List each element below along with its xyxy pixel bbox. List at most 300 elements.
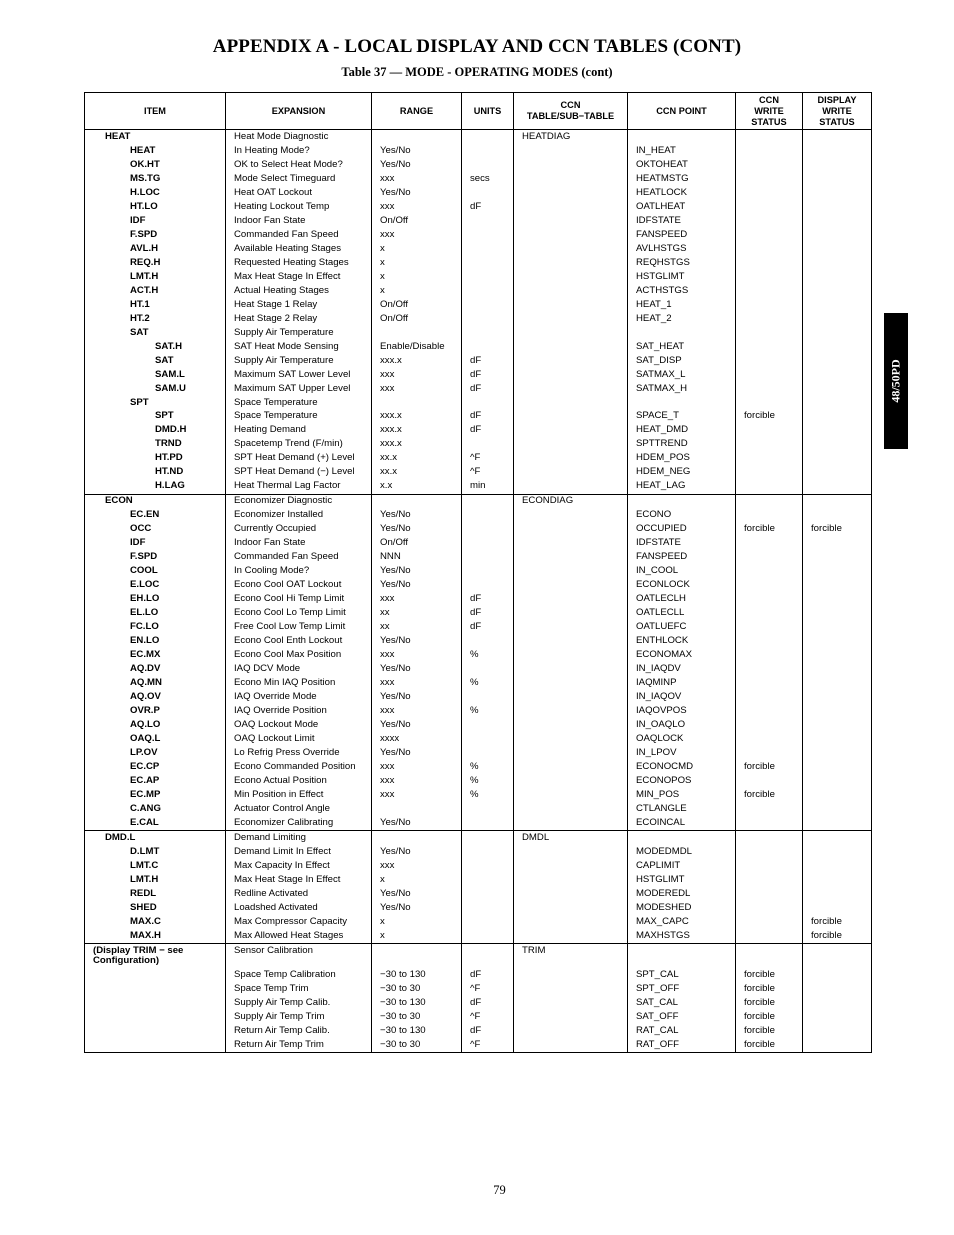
expansion-cell: Space Temp Calibration xyxy=(226,969,372,983)
ccn-table-cell xyxy=(514,326,628,340)
units-cell xyxy=(462,509,514,523)
expansion-cell: SPT Heat Demand (+) Level xyxy=(226,452,372,466)
item-cell: LMT.H xyxy=(85,873,226,887)
ccn-write-cell xyxy=(736,186,803,200)
units-cell xyxy=(462,565,514,579)
item-cell: SPT xyxy=(85,410,226,424)
ccn-write-cell xyxy=(736,340,803,354)
range-cell: −30 to 130 xyxy=(372,969,462,983)
expansion-cell: Return Air Temp Calib. xyxy=(226,1025,372,1039)
table-row xyxy=(85,606,872,620)
ccn-write-cell xyxy=(736,354,803,368)
ccn-write-cell xyxy=(736,537,803,551)
range-cell: xxxx xyxy=(372,732,462,746)
ccn-point-cell: IN_HEAT xyxy=(628,144,736,158)
range-cell: Yes/No xyxy=(372,718,462,732)
ccn-write-cell xyxy=(736,732,803,746)
display-write-cell: forcible xyxy=(803,929,872,943)
range-cell: x xyxy=(372,284,462,298)
item-cell: SAT xyxy=(85,326,226,340)
ccn-table-cell xyxy=(514,551,628,565)
ccn-point-cell: ECONO xyxy=(628,509,736,523)
range-cell xyxy=(372,831,462,845)
ccn-table-cell xyxy=(514,845,628,859)
expansion-cell: Indoor Fan State xyxy=(226,214,372,228)
ccn-point-cell xyxy=(628,831,736,845)
ccn-table-cell xyxy=(514,284,628,298)
item-cell: MAX.C xyxy=(85,915,226,929)
item-cell: (Display TRIM − see Configuration) xyxy=(85,944,226,969)
range-cell: xxx xyxy=(372,172,462,186)
expansion-cell: Heating Demand xyxy=(226,424,372,438)
ccn-point-cell: RAT_CAL xyxy=(628,1025,736,1039)
item-cell: E.LOC xyxy=(85,579,226,593)
table-row xyxy=(85,983,872,997)
ccn-write-cell xyxy=(736,845,803,859)
units-cell: % xyxy=(462,760,514,774)
item-cell xyxy=(85,969,226,983)
range-cell: Yes/No xyxy=(372,186,462,200)
expansion-cell: Max Heat Stage In Effect xyxy=(226,873,372,887)
ccn-point-cell: HEATLOCK xyxy=(628,186,736,200)
units-cell xyxy=(462,144,514,158)
ccn-write-cell xyxy=(736,284,803,298)
ccn-table-cell xyxy=(514,312,628,326)
table-row xyxy=(85,915,872,929)
ccn-table-cell xyxy=(514,662,628,676)
ccn-table-cell: DMDL xyxy=(514,831,628,845)
table-row xyxy=(85,242,872,256)
page-title: APPENDIX A - LOCAL DISPLAY AND CCN TABLES (CONT) xyxy=(212,36,742,57)
units-cell: dF xyxy=(462,354,514,368)
item-cell: SAT.H xyxy=(85,340,226,354)
ccn-table-cell xyxy=(514,158,628,172)
table-row xyxy=(85,494,872,508)
display-write-cell xyxy=(803,662,872,676)
expansion-cell: Space Temp Trim xyxy=(226,983,372,997)
display-write-cell xyxy=(803,410,872,424)
table-row xyxy=(85,438,872,452)
range-cell: Enable/Disable xyxy=(372,340,462,354)
ccn-point-cell: ECONLOCK xyxy=(628,579,736,593)
item-cell: IDF xyxy=(85,214,226,228)
ccn-table-cell xyxy=(514,887,628,901)
units-cell: min xyxy=(462,480,514,494)
ccn-table-cell xyxy=(514,901,628,915)
range-cell: xxx xyxy=(372,228,462,242)
range-cell: −30 to 130 xyxy=(372,997,462,1011)
ccn-point-cell: HSTGLIMT xyxy=(628,270,736,284)
display-write-cell xyxy=(803,354,872,368)
display-write-cell xyxy=(803,620,872,634)
ccn-point-cell: FANSPEED xyxy=(628,228,736,242)
ccn-point-cell: OKTOHEAT xyxy=(628,158,736,172)
ccn-write-cell xyxy=(736,873,803,887)
table-row xyxy=(85,298,872,312)
expansion-cell: Economizer Installed xyxy=(226,509,372,523)
ccn-write-cell: forcible xyxy=(736,788,803,802)
side-tab xyxy=(884,313,908,449)
table-row xyxy=(85,873,872,887)
item-cell: SPT xyxy=(85,396,226,410)
ccn-table-cell xyxy=(514,480,628,494)
item-cell: MAX.H xyxy=(85,929,226,943)
ccn-write-cell: forcible xyxy=(736,983,803,997)
ccn-point-cell: SPT_OFF xyxy=(628,983,736,997)
units-cell xyxy=(462,396,514,410)
range-cell: Yes/No xyxy=(372,816,462,830)
ccn-write-cell xyxy=(736,662,803,676)
units-cell: dF xyxy=(462,997,514,1011)
ccn-write-cell xyxy=(736,704,803,718)
ccn-table-cell xyxy=(514,144,628,158)
ccn-write-cell: forcible xyxy=(736,997,803,1011)
units-cell: dF xyxy=(462,368,514,382)
ccn-write-cell xyxy=(736,901,803,915)
item-cell: LMT.H xyxy=(85,270,226,284)
table-header-row xyxy=(85,93,872,130)
ccn-table-cell xyxy=(514,1011,628,1025)
range-cell: Yes/No xyxy=(372,746,462,760)
item-cell: OAQ.L xyxy=(85,732,226,746)
item-cell: SAM.U xyxy=(85,382,226,396)
display-write-cell xyxy=(803,172,872,186)
table-row xyxy=(85,774,872,788)
item-cell: HEAT xyxy=(85,144,226,158)
expansion-cell: IAQ DCV Mode xyxy=(226,662,372,676)
ccn-write-cell xyxy=(736,620,803,634)
expansion-cell: Spacetemp Trend (F/min) xyxy=(226,438,372,452)
expansion-cell: Heat Stage 2 Relay xyxy=(226,312,372,326)
ccn-table-cell xyxy=(514,997,628,1011)
range-cell: x xyxy=(372,270,462,284)
expansion-cell: Lo Refrig Press Override xyxy=(226,746,372,760)
range-cell: xx xyxy=(372,620,462,634)
ccn-table-cell xyxy=(514,579,628,593)
item-cell: IDF xyxy=(85,537,226,551)
table-row xyxy=(85,788,872,802)
ccn-table-cell xyxy=(514,969,628,983)
item-cell xyxy=(85,1025,226,1039)
ccn-point-cell: ACTHSTGS xyxy=(628,284,736,298)
table-caption: Table 37 — MODE - OPERATING MODES (cont) xyxy=(341,65,613,79)
ccn-write-cell xyxy=(736,242,803,256)
ccn-write-cell: forcible xyxy=(736,523,803,537)
ccn-write-cell xyxy=(736,214,803,228)
units-cell xyxy=(462,214,514,228)
ccn-point-cell: MODEREDL xyxy=(628,887,736,901)
units-cell: dF xyxy=(462,382,514,396)
display-write-cell xyxy=(803,242,872,256)
table-row xyxy=(85,845,872,859)
range-cell: xxx xyxy=(372,368,462,382)
ccn-write-cell xyxy=(736,944,803,969)
ccn-table-cell xyxy=(514,718,628,732)
expansion-cell: SPT Heat Demand (−) Level xyxy=(226,466,372,480)
ccn-write-cell xyxy=(736,424,803,438)
item-cell: HEAT xyxy=(85,130,226,144)
col-header-expansion: EXPANSION xyxy=(226,93,372,130)
table-row xyxy=(85,579,872,593)
ccn-table-cell xyxy=(514,620,628,634)
display-write-cell xyxy=(803,831,872,845)
units-cell: ^F xyxy=(462,1039,514,1053)
ccn-point-cell xyxy=(628,326,736,340)
range-cell: xx.x xyxy=(372,452,462,466)
expansion-cell: Econo Min IAQ Position xyxy=(226,676,372,690)
ccn-point-cell: CAPLIMIT xyxy=(628,859,736,873)
table-row xyxy=(85,969,872,983)
display-write-cell xyxy=(803,298,872,312)
range-cell: xxx xyxy=(372,788,462,802)
expansion-cell: Heat OAT Lockout xyxy=(226,186,372,200)
ccn-point-cell: ENTHLOCK xyxy=(628,634,736,648)
range-cell: Yes/No xyxy=(372,565,462,579)
units-cell xyxy=(462,523,514,537)
units-cell xyxy=(462,228,514,242)
range-cell: −30 to 30 xyxy=(372,983,462,997)
item-cell xyxy=(85,1011,226,1025)
ccn-write-cell xyxy=(736,130,803,144)
ccn-point-cell: OATLECLL xyxy=(628,606,736,620)
display-write-cell xyxy=(803,704,872,718)
ccn-write-cell xyxy=(736,816,803,830)
range-cell: xxx.x xyxy=(372,354,462,368)
units-cell: dF xyxy=(462,410,514,424)
item-cell: F.SPD xyxy=(85,551,226,565)
item-cell: HT.ND xyxy=(85,466,226,480)
display-write-cell xyxy=(803,774,872,788)
range-cell xyxy=(372,802,462,816)
ccn-point-cell xyxy=(628,944,736,969)
table-row xyxy=(85,746,872,760)
table-row xyxy=(85,158,872,172)
ccn-point-cell: SAT_OFF xyxy=(628,1011,736,1025)
side-tab-label: 48/50PD xyxy=(888,359,903,403)
range-cell: x xyxy=(372,873,462,887)
units-cell: dF xyxy=(462,620,514,634)
ccn-point-cell: HEAT_LAG xyxy=(628,480,736,494)
ccn-point-cell: IAQMINP xyxy=(628,676,736,690)
expansion-cell: Supply Air Temp Trim xyxy=(226,1011,372,1025)
ccn-point-cell: MAX_CAPC xyxy=(628,915,736,929)
display-write-cell xyxy=(803,676,872,690)
ccn-table-cell xyxy=(514,592,628,606)
table-row xyxy=(85,620,872,634)
units-cell xyxy=(462,732,514,746)
expansion-cell: Max Capacity In Effect xyxy=(226,859,372,873)
table-row xyxy=(85,144,872,158)
table-row xyxy=(85,718,872,732)
ccn-write-cell xyxy=(736,592,803,606)
expansion-cell: Econo Cool Lo Temp Limit xyxy=(226,606,372,620)
ccn-point-cell: AVLHSTGS xyxy=(628,242,736,256)
display-write-cell xyxy=(803,859,872,873)
display-write-cell xyxy=(803,340,872,354)
display-write-cell xyxy=(803,214,872,228)
table-row xyxy=(85,944,872,969)
col-header-range: RANGE xyxy=(372,93,462,130)
ccn-table-cell xyxy=(514,340,628,354)
expansion-cell: Econo Cool OAT Lockout xyxy=(226,579,372,593)
display-write-cell xyxy=(803,746,872,760)
ccn-table-cell xyxy=(514,452,628,466)
ccn-point-cell: MODESHED xyxy=(628,901,736,915)
units-cell xyxy=(462,944,514,969)
table-row xyxy=(85,634,872,648)
ccn-point-cell xyxy=(628,130,736,144)
expansion-cell: IAQ Override Mode xyxy=(226,690,372,704)
units-cell xyxy=(462,662,514,676)
table-row xyxy=(85,130,872,144)
ccn-table-cell xyxy=(514,186,628,200)
expansion-cell: Supply Air Temperature xyxy=(226,326,372,340)
expansion-cell: Loadshed Activated xyxy=(226,901,372,915)
ccn-point-cell: HSTGLIMT xyxy=(628,873,736,887)
units-cell: % xyxy=(462,648,514,662)
expansion-cell: Currently Occupied xyxy=(226,523,372,537)
units-cell: dF xyxy=(462,1025,514,1039)
expansion-cell: Max Heat Stage In Effect xyxy=(226,270,372,284)
display-write-cell xyxy=(803,424,872,438)
ccn-point-cell: HDEM_POS xyxy=(628,452,736,466)
ccn-write-cell xyxy=(736,466,803,480)
ccn-table-cell xyxy=(514,354,628,368)
ccn-write-cell xyxy=(736,172,803,186)
item-cell: MS.TG xyxy=(85,172,226,186)
table-row xyxy=(85,523,872,537)
ccn-write-cell xyxy=(736,802,803,816)
units-cell xyxy=(462,873,514,887)
expansion-cell: Supply Air Temperature xyxy=(226,354,372,368)
range-cell: xxx xyxy=(372,648,462,662)
item-cell: AQ.OV xyxy=(85,690,226,704)
units-cell: % xyxy=(462,704,514,718)
table-row xyxy=(85,929,872,943)
expansion-cell: Redline Activated xyxy=(226,887,372,901)
units-cell: % xyxy=(462,676,514,690)
item-cell: HT.LO xyxy=(85,200,226,214)
table-row xyxy=(85,396,872,410)
display-write-cell xyxy=(803,158,872,172)
display-write-cell xyxy=(803,690,872,704)
ccn-write-cell: forcible xyxy=(736,760,803,774)
range-cell: xxx.x xyxy=(372,438,462,452)
table-row xyxy=(85,509,872,523)
display-write-cell xyxy=(803,382,872,396)
col-header-ccn-table: CCN TABLE/SUB−TABLE xyxy=(514,93,628,130)
display-write-cell xyxy=(803,130,872,144)
ccn-table-cell xyxy=(514,438,628,452)
ccn-table-cell xyxy=(514,873,628,887)
table-row xyxy=(85,887,872,901)
item-cell: D.LMT xyxy=(85,845,226,859)
display-write-cell xyxy=(803,732,872,746)
ccn-write-cell xyxy=(736,774,803,788)
range-cell: x.x xyxy=(372,480,462,494)
ccn-point-cell: CTLANGLE xyxy=(628,802,736,816)
range-cell: xxx xyxy=(372,859,462,873)
ccn-write-cell xyxy=(736,312,803,326)
item-cell: REDL xyxy=(85,887,226,901)
display-write-cell xyxy=(803,969,872,983)
ccn-write-cell xyxy=(736,887,803,901)
ccn-write-cell: forcible xyxy=(736,1011,803,1025)
expansion-cell: Free Cool Low Temp Limit xyxy=(226,620,372,634)
units-cell: secs xyxy=(462,172,514,186)
ccn-write-cell xyxy=(736,831,803,845)
ccn-write-cell xyxy=(736,382,803,396)
item-cell: TRND xyxy=(85,438,226,452)
ccn-table-cell xyxy=(514,298,628,312)
range-cell: x xyxy=(372,915,462,929)
ccn-write-cell xyxy=(736,480,803,494)
units-cell: % xyxy=(462,788,514,802)
expansion-cell: SAT Heat Mode Sensing xyxy=(226,340,372,354)
ccn-point-cell: MODEDMDL xyxy=(628,845,736,859)
ccn-write-cell xyxy=(736,200,803,214)
table-row xyxy=(85,340,872,354)
ccn-table-cell xyxy=(514,396,628,410)
ccn-table-cell xyxy=(514,382,628,396)
modes-table-container xyxy=(84,92,871,1053)
ccn-point-cell: IN_OAQLO xyxy=(628,718,736,732)
item-cell: E.CAL xyxy=(85,816,226,830)
units-cell: ^F xyxy=(462,466,514,480)
ccn-point-cell: IN_IAQDV xyxy=(628,662,736,676)
item-cell: SAT xyxy=(85,354,226,368)
page-number: 79 xyxy=(493,1183,506,1197)
table-row xyxy=(85,228,872,242)
table-row xyxy=(85,662,872,676)
expansion-cell: Return Air Temp Trim xyxy=(226,1039,372,1053)
units-cell xyxy=(462,831,514,845)
ccn-table-cell xyxy=(514,606,628,620)
ccn-point-cell: IN_LPOV xyxy=(628,746,736,760)
expansion-cell: Mode Select Timeguard xyxy=(226,172,372,186)
table-row xyxy=(85,326,872,340)
display-write-cell xyxy=(803,438,872,452)
display-write-cell xyxy=(803,1011,872,1025)
table-row xyxy=(85,466,872,480)
item-cell: EC.EN xyxy=(85,509,226,523)
ccn-write-cell xyxy=(736,228,803,242)
units-cell xyxy=(462,802,514,816)
units-cell xyxy=(462,256,514,270)
units-cell xyxy=(462,859,514,873)
ccn-table-cell xyxy=(514,929,628,943)
ccn-point-cell: ECOINCAL xyxy=(628,816,736,830)
expansion-cell: OK to Select Heat Mode? xyxy=(226,158,372,172)
item-cell: COOL xyxy=(85,565,226,579)
ccn-write-cell xyxy=(736,634,803,648)
range-cell: Yes/No xyxy=(372,579,462,593)
range-cell: xxx xyxy=(372,774,462,788)
display-write-cell xyxy=(803,466,872,480)
ccn-table-cell xyxy=(514,424,628,438)
item-cell: AQ.MN xyxy=(85,676,226,690)
item-cell: OCC xyxy=(85,523,226,537)
ccn-write-cell xyxy=(736,648,803,662)
display-write-cell xyxy=(803,326,872,340)
ccn-table-cell xyxy=(514,200,628,214)
expansion-cell: Min Position in Effect xyxy=(226,788,372,802)
units-cell xyxy=(462,579,514,593)
range-cell: On/Off xyxy=(372,214,462,228)
units-cell xyxy=(462,242,514,256)
display-write-cell xyxy=(803,200,872,214)
ccn-point-cell: OATLUEFC xyxy=(628,620,736,634)
